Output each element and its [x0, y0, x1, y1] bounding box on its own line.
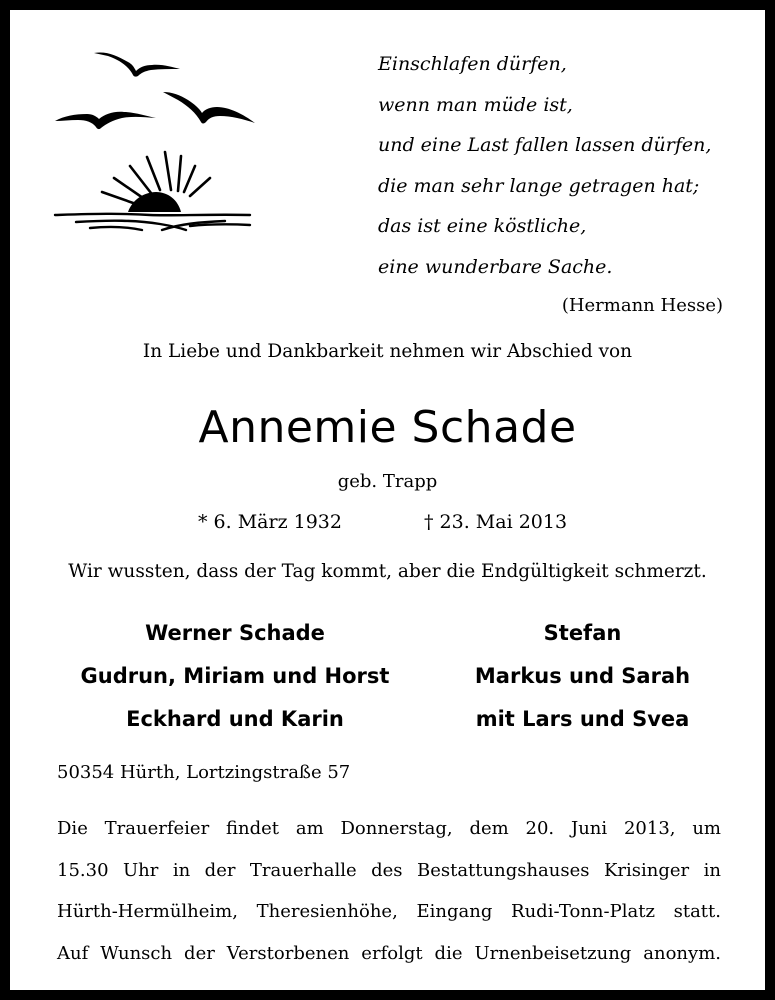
- setting-sun: [128, 192, 181, 212]
- deceased-name: Annemie Schade: [198, 402, 577, 453]
- horizon-waves: [55, 214, 250, 230]
- notice-line: 15.30 Uhr in der Trauerhalle des Bestattungshauses Krisinger in: [57, 859, 721, 881]
- birth-date: * 6. März 1932: [198, 511, 342, 533]
- bird-icon: [94, 52, 180, 76]
- farewell-intro: In Liebe und Dankbarkeit nehmen wir Abschied von: [142, 341, 633, 362]
- poem-line: die man sehr lange getragen hat;: [378, 174, 700, 197]
- poem-line: und eine Last fallen lassen dürfen,: [378, 134, 712, 156]
- mourner-name: Markus und Sarah: [474, 664, 691, 688]
- notice-line: Die Trauerfeier findet am Donnerstag, dem 20. Juni 2013, um: [57, 818, 721, 839]
- poem-line: das ist eine köstliche,: [378, 215, 587, 237]
- poem: [378, 44, 723, 327]
- notice-line: Auf Wunsch der Verstorbenen erfolgt die Urnenbeisetzung anonym.: [57, 942, 721, 964]
- poem-line: Einschlafen dürfen,: [378, 53, 567, 75]
- mourners-left-column: [60, 612, 410, 741]
- mourner-name: Werner Schade: [145, 621, 325, 645]
- birds-sunset-emblem: [50, 40, 265, 240]
- mourner-name: Stefan: [543, 621, 622, 645]
- mourners-right-column: [405, 612, 760, 741]
- death-date: † 23. Mai 2013: [424, 511, 568, 533]
- mourner-name: mit Lars und Svea: [475, 707, 690, 731]
- bird-icon: [55, 112, 156, 129]
- family-address: 50354 Hürth, Lortzingstraße 57: [57, 762, 351, 783]
- birth-name: geb. Trapp: [337, 471, 438, 492]
- poem-author: (Hermann Hesse): [561, 295, 723, 316]
- funeral-notice: [57, 808, 721, 974]
- mourner-name: Gudrun, Miriam und Horst: [80, 664, 390, 688]
- bird-icon: [163, 92, 255, 124]
- notice-line: Hürth-Hermülheim, Theresienhöhe, Eingang Rudi-Tonn-Platz statt.: [57, 901, 721, 922]
- mourning-quote: Wir wussten, dass der Tag kommt, aber die Endgültigkeit schmerzt.: [68, 561, 707, 582]
- poem-line: wenn man müde ist,: [378, 93, 573, 116]
- poem-line: eine wunderbare Sache.: [378, 255, 613, 278]
- mourner-name: Eckhard und Karin: [126, 707, 344, 731]
